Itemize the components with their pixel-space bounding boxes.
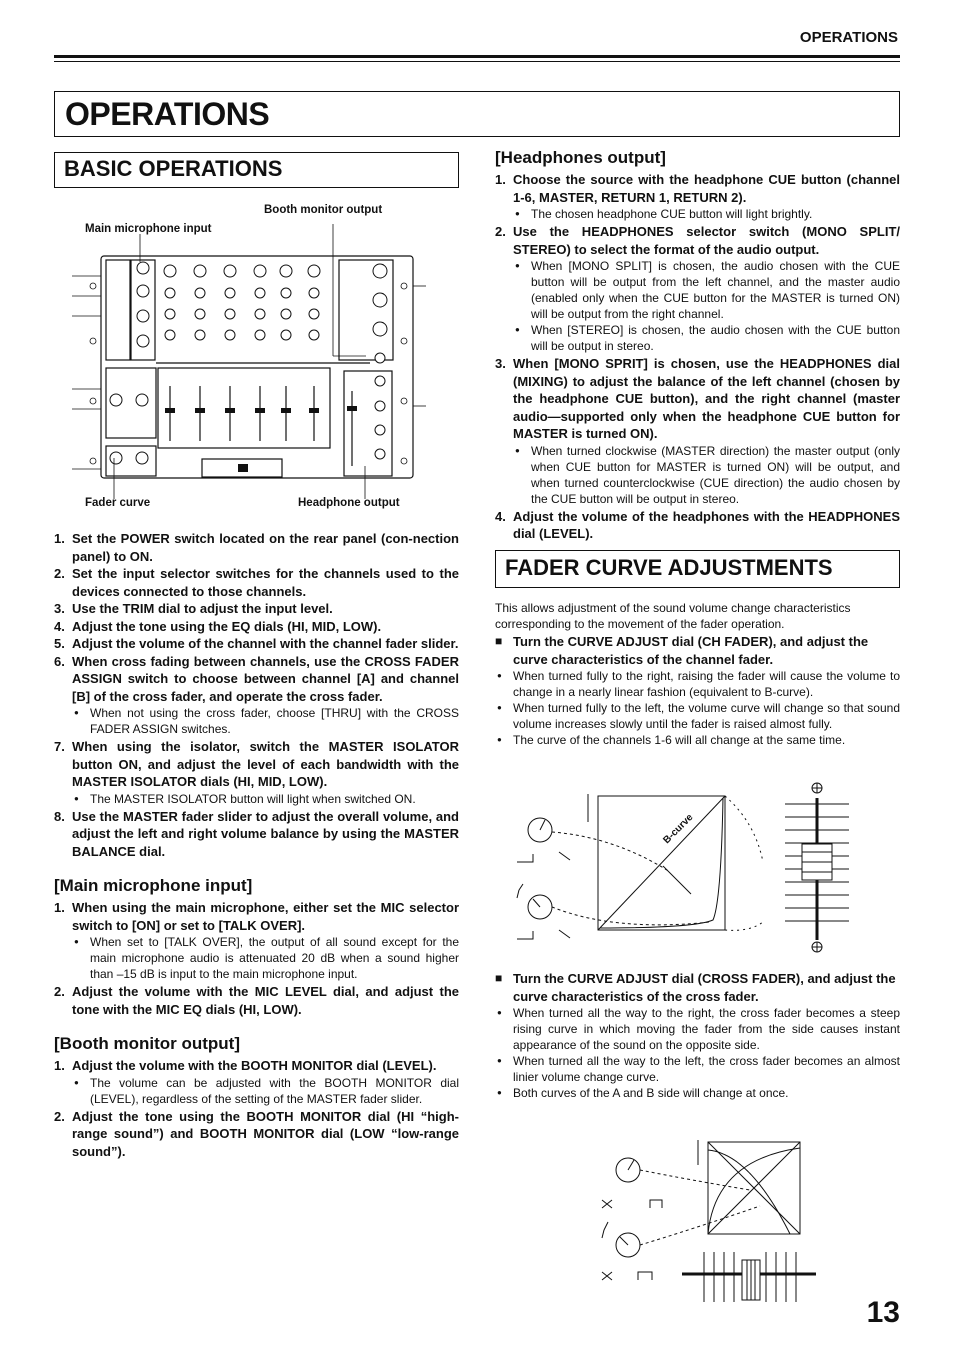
step-text: Adjust the volume of the headphones with the HEADPHONES dial (LEVEL). [513,508,900,541]
step-text: When using the main microphone, either set the MIC selector switch to [ON] or set to [TALK OVER]. [72,900,459,933]
step-bullets [72,1075,459,1107]
step-number: 7. [54,739,65,754]
step-item [54,808,459,861]
step-item [495,171,900,222]
step-text: Choose the source with the headphone CUE button (channel 1-6, MASTER, RETURN 1, RETURN 2). [513,172,900,205]
fader-curve-instruction: ■ Turn the CURVE ADJUST dial (CH FADER), and adjust the curve characteristics of the channel fader. [495,633,900,668]
basic-operations-heading-box [54,152,459,188]
step-item [495,223,900,354]
page-title-box [54,91,900,137]
bullet-item: ● When turned all the way to the left, the cross fader becomes an almost linier volume change curve. [495,1053,900,1085]
cross-fader-curve-drawing [590,1130,820,1308]
step-text: Use the MASTER fader slider to adjust the overall volume, and adjust the left and right volume balance by using the MASTER BALANCE dial. [72,808,459,859]
step-item [495,355,900,507]
step-number: 2. [54,566,65,581]
bullet-item: ● When turned fully to the right, raising the fader will cause the volume to change in a nearly linear fashion (equivalent to B-curve). [495,668,900,700]
step-number: 3. [495,356,506,371]
label-main-microphone-input: Main microphone input [85,223,212,235]
header-rule-thin [54,61,900,62]
step-item [54,983,459,1018]
mixer-panel-figure [54,196,459,516]
fader-curve-intro: This allows adjustment of the sound volume change characteristics corresponding to the movement of the fader operation. [495,601,851,631]
step-item [54,1108,459,1161]
fader-curve-heading-box [495,550,900,588]
fader-curve-title: FADER CURVE ADJUSTMENTS [505,555,833,580]
page-number: 13 [866,1296,900,1329]
label-headphone-output: Headphone output [298,497,400,509]
bullet-item: ● When turned clockwise (MASTER direction) the master output (only when CUE button for MASTER is turned ON) will be output, and when turned counterclockwise (CUE direction) the audio chosen by the CUE button will be output in stereo. [513,443,900,507]
step-item [54,653,459,738]
left-column [54,530,459,1160]
step-text: Adjust the volume with the MIC LEVEL dial, and adjust the tone with the MIC EQ dials (HI, LOW). [72,984,459,1017]
step-text: When [MONO SPRIT] is chosen, use the HEADPHONES dial (MIXING) to adjust the balance of the left channel (chosen by the headphone CUE button), and the right channel (master audio—supported only when the headphone CUE button for MASTER is turned ON). [513,356,900,441]
bullet-item: ● When [MONO SPLIT] is chosen, the audio chosen with the CUE button will be output from the left channel, and the master audio (enabled only when the CUE button for the MASTER is turned ON) will be output from the right channel. [513,258,900,322]
bullet-item: ● When set to [TALK OVER], the output of all sound except for the main microphone audio is attenuated 20 dB when a sound higher than –15 dB is input to the main microphone input. [72,934,459,982]
mixer-panel-drawing [54,196,459,516]
header-rule-thick [54,55,900,58]
fader-curve-part1 [495,600,900,749]
booth-monitor-section [54,1034,459,1160]
bullet-item: ● When not using the cross fader, choose [THRU] with the CROSS FADER ASSIGN switches. [72,705,459,737]
step-number: 4. [54,618,65,634]
bullet-item: ● When turned fully to the left, the volume curve will change so that sound volume increases slowly until the fader is raised almost fully. [495,700,900,732]
step-item [54,530,459,565]
headphones-heading: [Headphones output] [495,148,666,167]
step-text: Use the HEADPHONES selector switch (MONO SPLIT/ STEREO) to select the format of the audio output. [513,224,900,257]
step-bullets [72,705,459,737]
step-text: Adjust the tone using the EQ dials (HI, MID, LOW). [72,618,382,634]
step-number: 3. [54,601,65,616]
page-title: OPERATIONS [65,96,270,132]
fader-curve-bullets [495,668,900,748]
bullet-item: ● When turned all the way to the right, the cross fader becomes a steep rising curve in which moving the fader from the side causes instant appearance of the sound on the opposite side. [495,1005,900,1053]
channel-fader-curve-drawing [495,782,900,960]
step-number: 1. [54,900,65,915]
step-number: 4. [495,508,506,524]
fader-curve-instruction: ■ Turn the CURVE ADJUST dial (CROSS FADER), and adjust the curve characteristics of the cross fader. [495,970,900,1005]
step-item [54,618,459,636]
label-booth-monitor-output: Booth monitor output [264,204,383,216]
cross-fader-curve-figure [590,1130,820,1308]
step-bullets [72,791,459,807]
running-head: OPERATIONS [799,29,898,46]
step-bullets [513,206,900,222]
step-number: 6. [54,653,65,669]
channel-fader-curve-figure [495,782,900,960]
step-number: 1. [495,172,506,187]
fader-curve-part2 [495,970,900,1102]
basic-operations-steps [54,530,459,860]
step-text: Adjust the tone using the BOOTH MONITOR dial (HI “high-range sound”) and BOOTH MONITOR dial (LOW “low-range sound”). [72,1108,459,1159]
bullet-item: ● Both curves of the A and B side will change at once. [495,1085,900,1101]
step-item [495,508,900,543]
main-mic-steps [54,899,459,1018]
bullet-item: ● When [STEREO] is chosen, the audio chosen with the CUE button will be output in stereo. [513,322,900,354]
booth-monitor-steps [54,1057,459,1160]
basic-operations-title: BASIC OPERATIONS [64,156,283,181]
step-item [54,899,459,982]
step-text: When using the isolator, switch the MASTER ISOLATOR button ON, and adjust the level of each bandwidth with the MASTER ISOLATOR dials (HI, MID, LOW). [72,739,459,789]
step-number: 1. [54,1058,65,1073]
step-bullets [513,258,900,354]
bullet-item: ● The MASTER ISOLATOR button will light when switched ON. [72,791,459,807]
step-text: Use the TRIM dial to adjust the input level. [72,601,333,616]
fader-curve-bullets [495,1005,900,1101]
main-mic-heading: [Main microphone input] [54,876,253,895]
step-number: 2. [495,224,506,239]
step-text: Adjust the volume of the channel with the channel fader slider. [72,636,459,651]
label-fader-curve: Fader curve [85,497,151,509]
bullet-item: ● The volume can be adjusted with the BOOTH MONITOR dial (LEVEL), regardless of the setting of the MASTER fader slider. [72,1075,459,1107]
step-text: When cross fading between channels, use the CROSS FADER ASSIGN switch to choose between channel [A] and channel [B] of the cross fader, and operate the cross fader. [72,653,459,704]
step-item [54,600,459,618]
bullet-item: ● The chosen headphone CUE button will light brightly. [513,206,900,222]
step-number: 5. [54,636,65,651]
headphones-section [495,148,900,543]
bullet-item: ● The curve of the channels 1-6 will all change at the same time. [495,732,900,748]
step-item [54,738,459,807]
step-item [54,1057,459,1107]
step-text: Set the input selector switches for the channels used to the devices connected to those channels. [72,566,459,599]
step-item [54,635,459,653]
step-number: 2. [54,1108,65,1124]
fader-curve-item-channel [495,633,900,748]
step-number: 1. [54,531,65,546]
step-text: Adjust the volume with the BOOTH MONITOR dial (LEVEL). [72,1058,437,1073]
step-bullets [513,443,900,507]
step-bullets [72,934,459,982]
main-mic-section [54,876,459,1018]
step-number: 2. [54,984,65,999]
booth-monitor-heading: [Booth monitor output] [54,1034,240,1053]
step-number: 8. [54,808,65,824]
headphones-steps [495,171,900,543]
fader-curve-item-cross [495,970,900,1101]
b-curve-label: B-curve [661,812,696,847]
step-item [54,565,459,600]
step-text: Set the POWER switch located on the rear panel (con-nection panel) to ON. [72,531,459,564]
